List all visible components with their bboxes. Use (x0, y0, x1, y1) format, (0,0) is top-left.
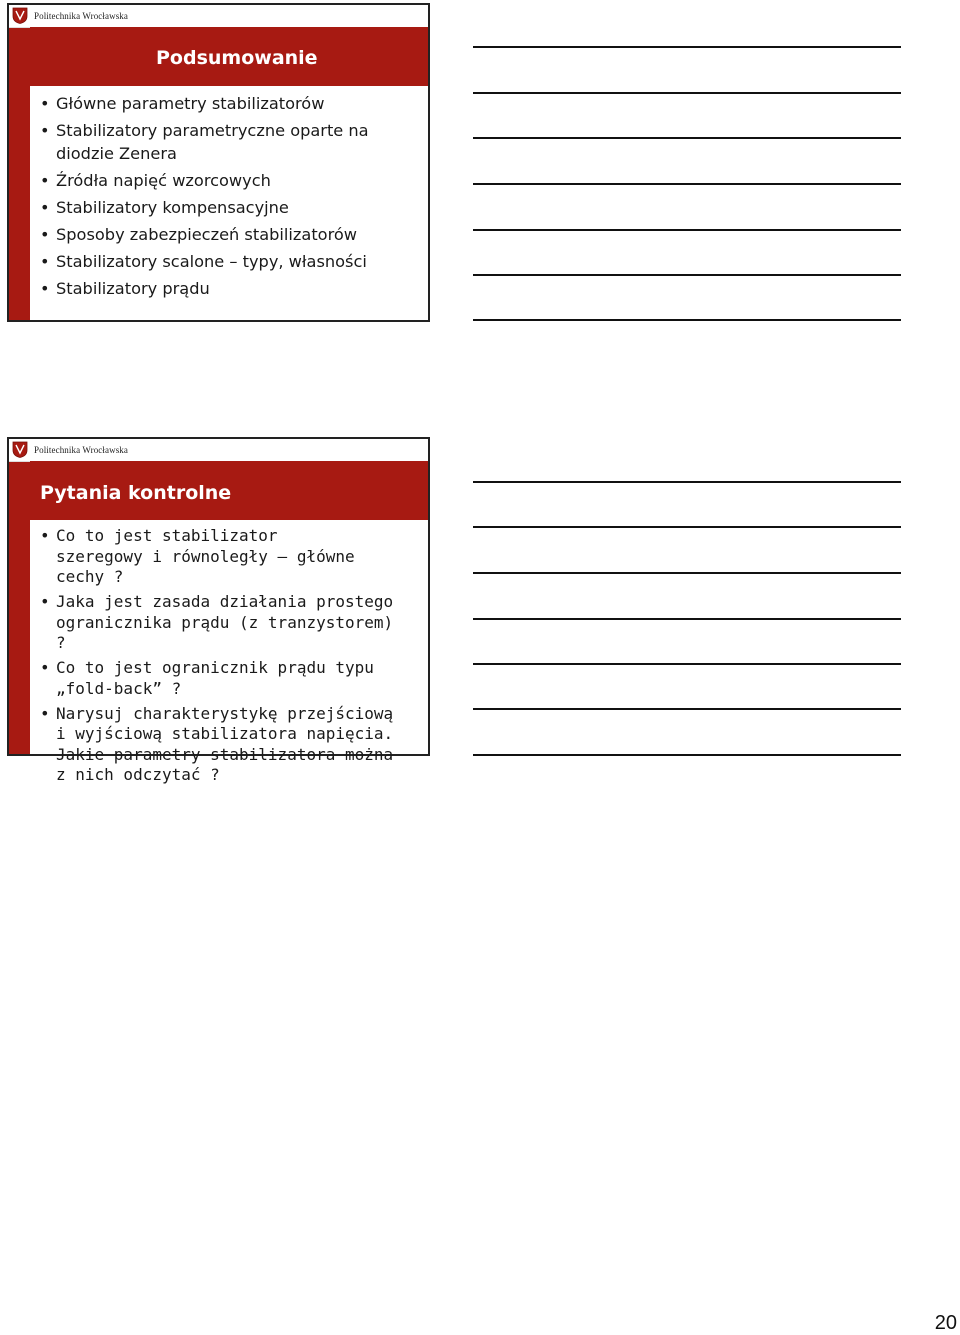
note-line (473, 183, 901, 185)
university-crest-icon (12, 441, 28, 458)
note-line (473, 319, 901, 321)
list-item: • Co to jest stabilizator szeregowy i równoległy – główne cechy ? (30, 526, 356, 588)
logo-bar (9, 439, 428, 462)
list-item: • Narysuj charakterystykę przejściową i wyjściową stabilizatora napięcia. Jakie parametry stabilizatora można z nich odczytać ? (30, 704, 401, 786)
note-line (473, 663, 901, 665)
slide-title: Podsumowanie (156, 47, 318, 69)
bullet-list (30, 526, 420, 790)
slide-pytania-kontrolne (7, 437, 430, 784)
list-item: • Stabilizatory prądu (30, 277, 420, 300)
list-item: • Stabilizatory parametryczne oparte na diodzie Zenera (30, 119, 386, 165)
note-line (473, 229, 901, 231)
note-line (473, 572, 901, 574)
slide-content (30, 520, 428, 784)
list-item: • Stabilizatory kompensacyjne (30, 196, 420, 219)
bullet-list (30, 92, 420, 304)
note-line (473, 708, 901, 710)
university-name: Politechnika Wrocławska (34, 445, 128, 455)
note-line (473, 137, 901, 139)
list-item: • Stabilizatory scalone – typy, własności (30, 250, 420, 273)
list-item: • Główne parametry stabilizatorów (30, 92, 420, 115)
note-line (473, 481, 901, 483)
page-number: 20 (934, 1312, 957, 1334)
note-line (473, 618, 901, 620)
list-item: • Co to jest ogranicznik prądu typu „fold-back” ? (30, 658, 401, 699)
note-line (473, 526, 901, 528)
university-crest-icon (12, 7, 28, 24)
slide-content (30, 86, 428, 320)
logo-bar (9, 5, 428, 28)
list-item: • Sposoby zabezpieczeń stabilizatorów (30, 223, 420, 246)
list-item: • Źródła napięć wzorcowych (30, 169, 420, 192)
note-line (473, 92, 901, 94)
title-band (30, 27, 428, 86)
title-band (30, 461, 428, 520)
note-line (473, 46, 901, 48)
slide-left-stripe (9, 439, 30, 754)
list-item: • Jaka jest zasada działania prostego ogranicznika prądu (z tranzystorem) ? (30, 592, 396, 654)
slide-left-stripe (9, 5, 30, 320)
slide-title: Pytania kontrolne (40, 482, 232, 504)
university-name: Politechnika Wrocławska (34, 11, 128, 21)
slide-podsumowanie (7, 3, 430, 322)
note-line (473, 754, 901, 756)
note-line (473, 274, 901, 276)
